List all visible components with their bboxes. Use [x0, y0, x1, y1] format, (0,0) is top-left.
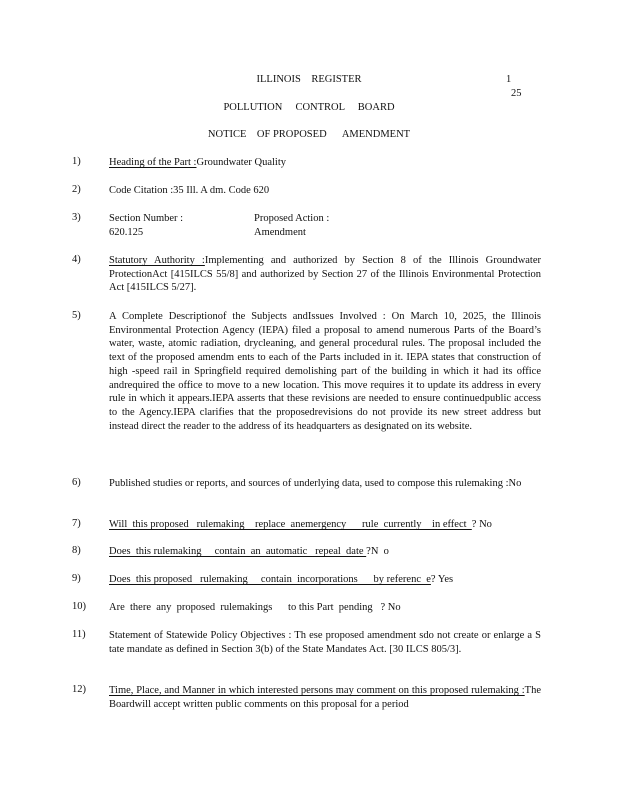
- proposed-action-value: Amendment: [254, 227, 306, 238]
- item-text: Are there any proposed rulemakings to this Part pending ? No: [109, 602, 401, 613]
- proposed-action-label: Proposed Action :: [254, 213, 330, 224]
- item-title: Heading of the Part :: [109, 157, 197, 168]
- item-title: Statutory Authority :: [109, 255, 205, 266]
- item-number: 9): [72, 573, 81, 584]
- item-text: The Boardwill accept written public comments on this proposal for a period: [109, 685, 541, 710]
- item-text: Statement of Statewide Policy Objectives : Th ese proposed amendment sdo not create or enlarge a S tate mandate as defined in Section 3(b) of the State Mandates Act. [30 ILCS 805/3].: [109, 630, 541, 655]
- board-title: POLLUTION CONTROL BOARD: [223, 102, 395, 113]
- item-number: 2): [72, 184, 81, 195]
- item-text: Code Citation :35 Ill. A dm. Code 620: [109, 185, 270, 196]
- notice-title: NOTICE OF PROPOSED AMENDMENT: [207, 129, 411, 140]
- item-title: Does this proposed rulemaking contain incorporations by referenc e: [109, 574, 431, 585]
- section-number-label: Section Number :: [109, 213, 184, 224]
- item-text: A Complete Descriptionof the Subjects andIssues Involved : On March 10, 2025, the Illinois Environmental Protection Agency (IEPA) filed a proposal to amend numerous Parts of the Board’s water, waste, atomic radiation, drycleaning, and general procedural rules. The proposal included the text of the proposed amendm ents to each of the Parts included in it. IEPA states that construction of high -speed rail in Springfield required demolishing part of the building in which it had its office andrequired the office to move to a new location. This move requires it to update its address in every rule in which it appears.IEPA asserts that these revisions are needed to ensure continuedpublic access to the Agency.IEPA clarifies that the proposedrevisions do not provide its new street address but instead direct the reader to the address of its headquarters as designated on its website.: [109, 311, 541, 432]
- item-text: ? No: [471, 519, 492, 530]
- section-number-value: 620.125: [109, 227, 144, 238]
- item-title: Will this proposed rulemaking replace anemergency rule currently in effect: [109, 519, 472, 530]
- item-number: 6): [72, 477, 81, 488]
- item-number: 11): [72, 629, 86, 640]
- item-text: Implementing and authorized by Section 8 of the Illinois Groundwater ProtectionAct [415ILCS 55/8] and authorized by Section 27 of the Illinois Environmental Protection Act [415ILCS 5/27].: [109, 255, 542, 294]
- register-title: ILLINOIS REGISTER: [256, 74, 362, 85]
- item-title: Does this rulemaking contain an automatic repeal date: [109, 546, 367, 557]
- item-number: 3): [72, 212, 81, 223]
- item-number: 1): [72, 156, 81, 167]
- item-text: ?N o: [366, 546, 389, 557]
- item-text: Published studies or reports, and sources of underlying data, used to compose this rulemaking :No: [109, 478, 522, 489]
- item-text: Groundwater Quality: [196, 157, 287, 168]
- item-title: Time, Place, and Manner in which interested persons may comment on this proposed rulemaking :: [109, 685, 525, 696]
- item-number: 7): [72, 518, 81, 529]
- item-number: 4): [72, 254, 81, 265]
- item-number: 10): [72, 601, 86, 612]
- item-number: 8): [72, 545, 81, 556]
- page-number: 1: [506, 74, 512, 85]
- page-number-issue: 25: [511, 88, 522, 99]
- item-number: 5): [72, 310, 81, 321]
- item-text: ? Yes: [430, 574, 454, 585]
- item-number: 12): [72, 684, 86, 695]
